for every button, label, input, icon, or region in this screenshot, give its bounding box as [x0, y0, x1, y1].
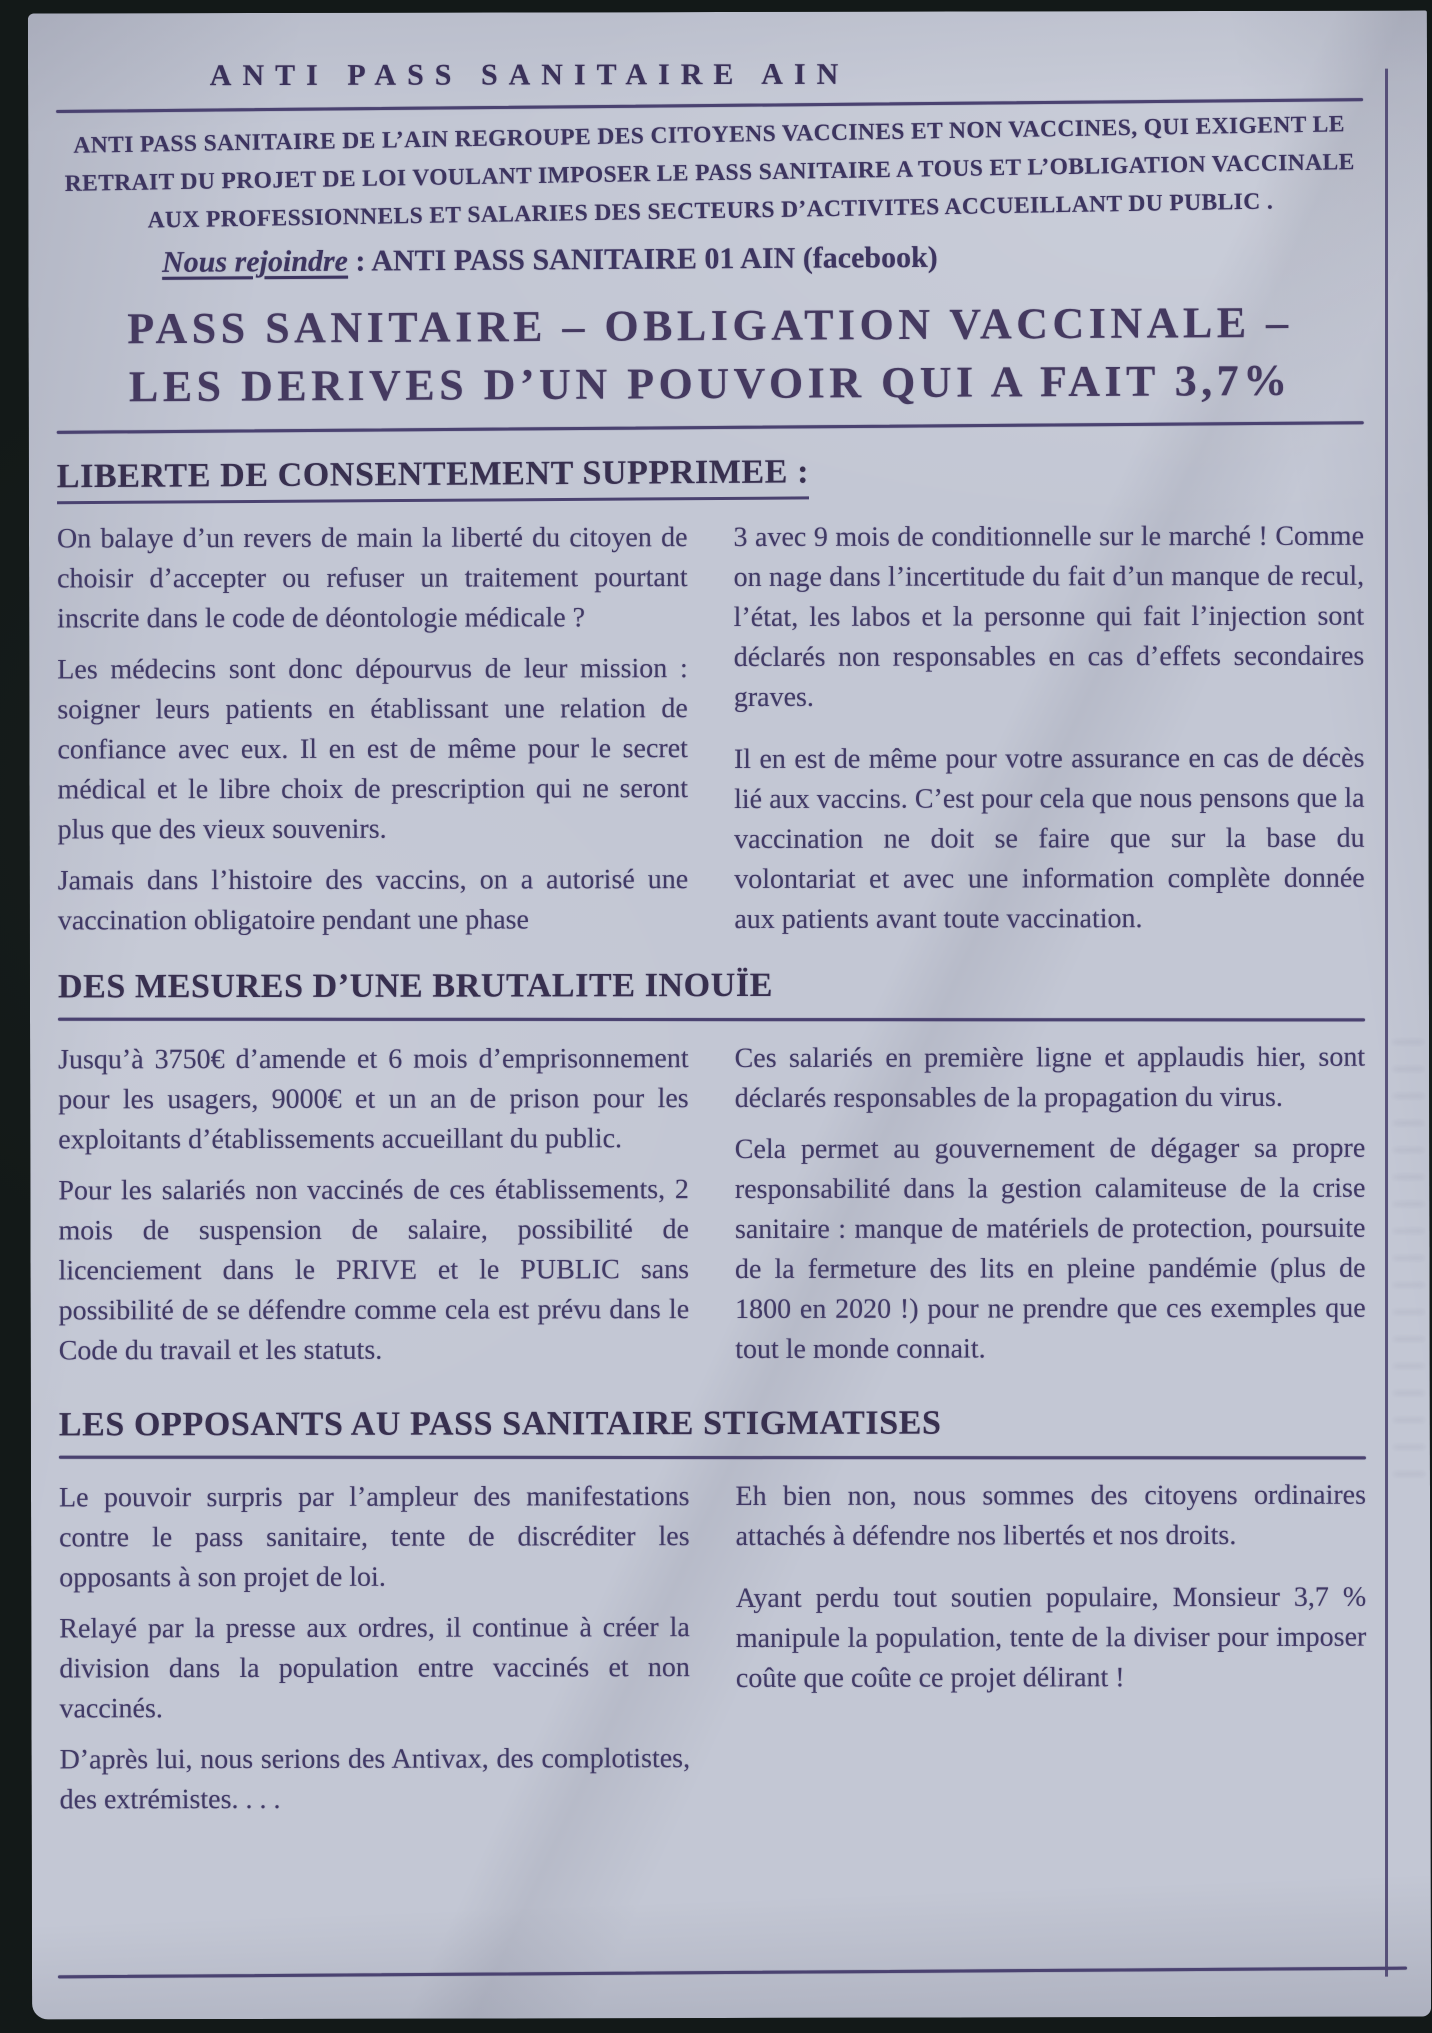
paragraph: D’après lui, nous serions des Antivax, des complotistes, des extrémistes. . . . — [59, 1743, 691, 1816]
section-heading: DES MESURES D’UNE BRUTALITE INOUÏE — [57, 967, 774, 1006]
paragraph: Les médecins sont donc dépourvus de leur mission : soigner leurs patients en établissant une relation de confiance avec eux. Il en est de même pour le secret médical et le libre choix de prescription qui ne seront plus que des vieux souvenirs. — [57, 653, 689, 846]
main-title — [56, 293, 1364, 416]
masthead-title: ANTI PASS SANITAIRE AIN — [209, 57, 850, 93]
two-column-text — [58, 1038, 1366, 1372]
section-heading: LIBERTE DE CONSENTEMENT SUPPRIMEE : — [57, 452, 809, 504]
column-right — [733, 517, 1364, 940]
main-title-line-1: PASS SANITAIRE – OBLIGATION VACCINALE – — [127, 297, 1293, 354]
paragraph: Jamais dans l’histoire des vaccins, on a autorisé une vaccination obligatoire pendant une phase — [57, 864, 689, 937]
main-title-line-2: LES DERIVES D’UN POUVOIR QUI A FAIT 3,7% — [128, 355, 1292, 412]
section-heading: LES OPPOSANTS AU PASS SANITAIRE STIGMATISES — [58, 1404, 942, 1444]
facebook-group-name: ANTI PASS SANITAIRE 01 AIN — [371, 241, 803, 278]
facebook-note: (facebook) — [802, 240, 938, 275]
intro-paragraph — [55, 105, 1364, 241]
paragraph: Ces salariés en première ligne et applaudis hier, sont déclarés responsables de la propagation du virus. — [734, 1041, 1366, 1115]
paragraph: Relayé par la presse aux ordres, il continue à créer la division dans la population entre vaccinés et non vaccinés. — [59, 1612, 690, 1725]
paragraph: Il en est de même pour votre assurance en cas de décès lié aux vaccins. C’est pour cela que nous pensons que la vaccination ne doit se faire que sur la base du volontariat et avec une information complète donnée aux patients avant toute vaccination. — [733, 742, 1365, 936]
two-column-text — [57, 517, 1365, 942]
section-opposants-stigmatises — [59, 1403, 1367, 1821]
column-left — [58, 1039, 689, 1371]
paragraph: 3 avec 9 mois de conditionnelle sur le marché ! Comme on nage dans l’incertitude du fait d’un manque de recul, l’état, les labos et la personne qui fait l’injection sont déclarés non responsables en cas d’effets secondaires graves. — [733, 520, 1365, 714]
bottom-rule — [58, 1967, 1407, 1979]
paragraph: Cela permet au gouvernement de dégager sa propre responsabilité dans la gestion calamiteuse de la crise sanitaire : manque de matériels de protection, poursuite de la fermeture des lits en pleine pandémie (plus de 1800 en 2020 !) pour ne prendre que ces exemples que tout le monde connait. — [734, 1132, 1366, 1366]
join-separator: : — [347, 244, 372, 278]
column-right — [735, 1476, 1366, 1819]
intro-line: RETRAIT DU PROJET DE LOI VOULANT IMPOSER LE PASS SANITAIRE A TOUS ET L’OBLIGATION VACCINALE — [64, 149, 1355, 197]
paragraph: Le pouvoir surpris par l’ampleur des manifestations contre le pass sanitaire, tente de discréditer les opposants à son projet de loi. — [58, 1481, 690, 1594]
leaflet-page — [28, 11, 1431, 2020]
paragraph: On balaye d’un revers de main la liberté du citoyen de choisir d’accepter ou refuser un traitement pourtant inscrite dans le code de déontologie médicale ? — [56, 522, 688, 635]
join-label: Nous rejoindre — [161, 244, 349, 279]
title-rule — [57, 421, 1364, 434]
column-left — [59, 1477, 690, 1820]
two-column-text — [59, 1476, 1367, 1821]
leaflet-header — [56, 57, 1364, 431]
paragraph: Eh bien non, nous sommes des citoyens ordinaires attachés à défendre nos libertés et nos droits. — [735, 1479, 1367, 1553]
section-mesures-brutalite — [58, 965, 1366, 1372]
column-left — [57, 518, 688, 941]
join-line — [28, 239, 1204, 281]
leaflet-content — [28, 11, 1431, 1821]
section-liberte-de-consentement — [57, 452, 1365, 942]
section-rule — [58, 1018, 1365, 1022]
paragraph: Jusqu’à 3750€ d’amende et 6 mois d’emprisonnement pour les usagers, 9000€ et un an de prison pour les exploitants d’établissements accueillant du public. — [58, 1043, 689, 1156]
column-right — [735, 1038, 1366, 1370]
intro-line: ANTI PASS SANITAIRE DE L’AIN REGROUPE DES CITOYENS VACCINES ET NON VACCINES, QUI EXIGENT LE — [73, 111, 1346, 159]
paragraph: Ayant perdu tout soutien populaire, Monsieur 3,7 % manipule la population, tente de la diviser pour imposer coûte que coûte ce projet délirant ! — [735, 1581, 1367, 1695]
section-rule — [59, 1456, 1366, 1460]
paragraph: Pour les salariés non vaccinés de ces établissements, 2 mois de suspension de salaire, possibilité de licenciement dans le PRIVE et le PUBLIC sans possibilité de se défendre comme cela est prévu dans le Code du travail et les statuts. — [58, 1174, 690, 1367]
intro-line: AUX PROFESSIONNELS ET SALARIES DES SECTEURS D’ACTIVITES ACCUEILLANT DU PUBLIC . — [147, 188, 1274, 234]
